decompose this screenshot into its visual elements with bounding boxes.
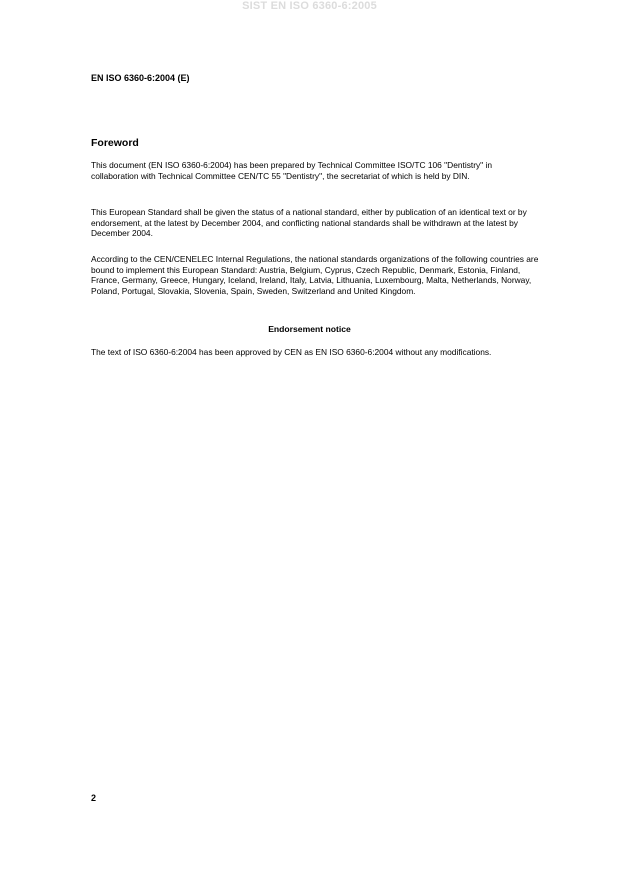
- endorsement-heading: Endorsement notice: [268, 324, 351, 334]
- foreword-heading: Foreword: [91, 137, 139, 149]
- foreword-paragraph-2: This European Standard shall be given the status of a national standard, either by publication of an identical text or by endorsement, at the latest by December 2004, and conflicting national standards shall be withdrawn at the latest by December 2004.: [91, 207, 527, 239]
- foreword-paragraph-1: This document (EN ISO 6360-6:2004) has been prepared by Technical Committee ISO/TC 106 "Dentistry" in collaboration with Technical Committee CEN/TC 55 "Dentistry", the secretariat of which is held by DIN.: [91, 160, 493, 181]
- watermark: SIST EN ISO 6360-6:2005: [242, 0, 377, 12]
- document-id: EN ISO 6360-6:2004 (E): [91, 73, 190, 83]
- endorsement-text: The text of ISO 6360-6:2004 has been approved by CEN as EN ISO 6360-6:2004 without any modifications.: [91, 347, 492, 357]
- foreword-paragraph-3: According to the CEN/CENELEC Internal Regulations, the national standards organizations of the following countries are bound to implement this European Standard: Austria, Belgium, Cyprus, Czech Republic, Denmark, Estonia, Finland, France, Germany, Greece, Hungary, Iceland, Ireland, Italy, Latvia, Lithuania, Luxembourg, Malta, Netherlands, Norway, Poland, Portugal, Slovakia, Slovenia, Spain, Sweden, Switzerland and United Kingdom.: [91, 254, 539, 296]
- page-number: 2: [91, 793, 97, 803]
